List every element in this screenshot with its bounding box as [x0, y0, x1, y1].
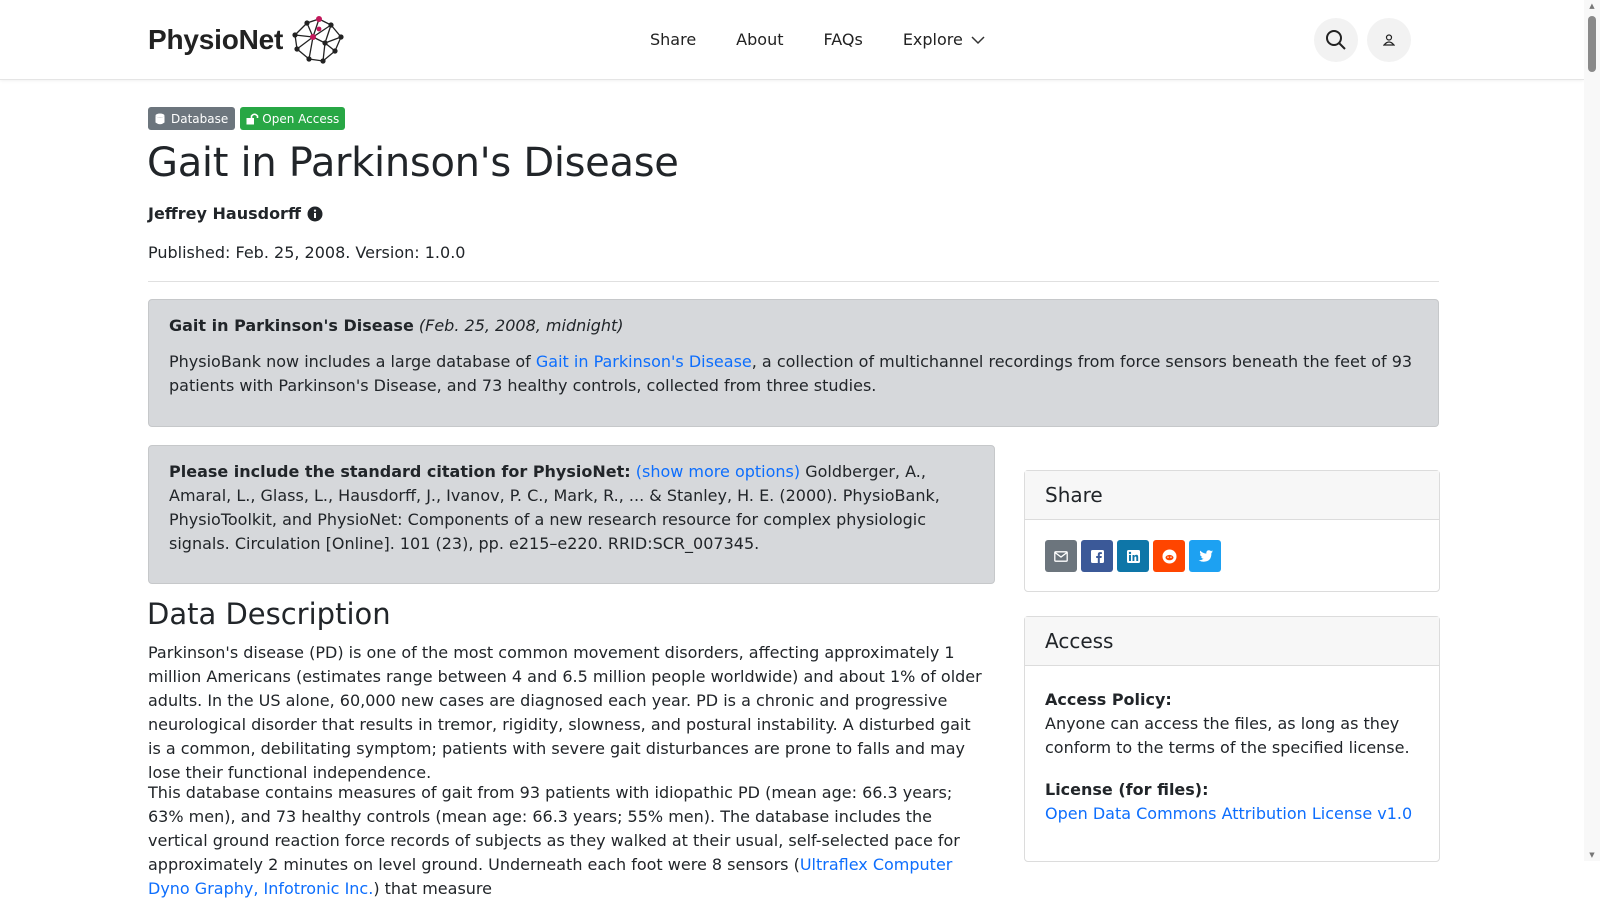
license-label: License (for files):	[1045, 780, 1209, 799]
share-buttons	[1025, 520, 1439, 592]
search-icon	[1325, 29, 1347, 51]
share-linkedin-button[interactable]	[1117, 540, 1149, 572]
account-button[interactable]	[1367, 18, 1411, 62]
database-badge-label: Database	[171, 111, 229, 126]
announcement-text-before: PhysioBank now includes a large database of	[169, 352, 536, 371]
unlock-icon	[246, 113, 259, 125]
twitter-icon	[1198, 550, 1213, 562]
scroll-down-arrow-icon[interactable]: ▼	[1589, 851, 1595, 859]
share-card	[1024, 470, 1440, 592]
nav-explore-label: Explore	[902, 30, 963, 49]
facebook-icon	[1091, 550, 1104, 563]
author-name[interactable]: Jeffrey Hausdorff	[148, 204, 301, 223]
share-email-button[interactable]	[1045, 540, 1077, 572]
description-p2-text-after: ) that measure	[373, 879, 492, 898]
reddit-icon	[1162, 549, 1177, 564]
share-reddit-button[interactable]	[1153, 540, 1185, 572]
news-announcement	[148, 299, 1439, 427]
announcement-link[interactable]: Gait in Parkinson's Disease	[535, 352, 752, 371]
database-badge	[148, 107, 235, 130]
database-icon	[155, 113, 165, 125]
access-policy-label: Access Policy:	[1045, 690, 1172, 709]
announcement-date: (Feb. 25, 2008, midnight)	[418, 316, 624, 335]
scroll-up-arrow-icon[interactable]: ▲	[1589, 2, 1595, 10]
nav-about[interactable]: About	[736, 30, 784, 49]
user-icon	[1383, 34, 1395, 46]
header-divider	[148, 281, 1439, 282]
info-circle-icon[interactable]	[307, 206, 323, 222]
access-card-heading: Access	[1025, 617, 1439, 666]
access-card-body	[1025, 666, 1439, 848]
citation-box	[148, 445, 995, 584]
announcement-text-after: , a collection of multichannel recordings from force sensors beneath the feet of 93 patients with Parkinson's Disease, and 73 healthy controls, collected from three studies.	[169, 352, 1413, 395]
open-access-badge-label: Open Access	[262, 111, 340, 126]
description-paragraph-2	[148, 781, 988, 901]
access-card	[1024, 616, 1440, 862]
brand-name: PhysioNet	[148, 24, 284, 55]
data-description-heading: Data Description	[147, 597, 391, 631]
search-button[interactable]	[1314, 18, 1358, 62]
announcement-title: Gait in Parkinson's Disease	[169, 316, 414, 335]
ultraflex-link[interactable]: Ultraflex Computer Dyno Graphy, Infotronic Inc.	[148, 855, 953, 898]
access-policy-text: Anyone can access the files, as long as they conform to the terms of the specified license.	[1045, 714, 1410, 757]
main-nav	[650, 28, 1025, 52]
project-badges	[148, 107, 345, 130]
physionet-logo-link[interactable]	[148, 14, 347, 66]
show-more-options-link[interactable]: (show more options)	[635, 462, 801, 481]
announcement-body	[169, 350, 1418, 398]
nav-faqs[interactable]: FAQs	[823, 30, 863, 49]
nav-explore[interactable]	[903, 28, 985, 52]
network-logo-icon	[289, 15, 347, 65]
nav-share[interactable]: Share	[650, 30, 697, 49]
linkedin-icon	[1127, 550, 1140, 563]
citation-label: Please include the standard citation for PhysioNet:	[169, 462, 631, 481]
author-line	[148, 204, 323, 223]
license-link[interactable]: Open Data Commons Attribution License v1.0	[1045, 804, 1413, 823]
open-access-badge	[240, 107, 345, 130]
description-paragraph-1: Parkinson's disease (PD) is one of the most common movement disorders, affecting approximately 1 million Americans (estimates range between 4 and 6.5 million people worldwide) and about 1% of older adults. In the US alone, 60,000 new cases are diagnosed each year. PD is a chronic and progressive neurological disorder that results in tremor, rigidity, slowness, and postural instability. A disturbed gait is a common, debilitating symptom; patients with severe gait disturbances are prone to falls and may lose their functional independence.	[148, 643, 982, 782]
citation-text: Goldberger, A., Amaral, L., Glass, L., Hausdorff, J., Ivanov, P. C., Mark, R., ... & Stanley, H. E. (2000). PhysioBank, PhysioToolkit, and PhysioNet: Components of a new research resource for complex physiologic signals. Circulation [Online]. 101 (23), pp. e215–e220. RRID:SCR_007345.	[169, 462, 940, 553]
share-twitter-button[interactable]	[1189, 540, 1221, 572]
page-scrollbar[interactable]	[1584, 0, 1600, 861]
page-title: Gait in Parkinson's Disease	[147, 140, 679, 186]
top-navbar	[0, 0, 1584, 80]
published-version: Published: Feb. 25, 2008. Version: 1.0.0	[148, 243, 466, 262]
announcement-heading	[169, 312, 1418, 340]
chevron-down-icon	[971, 33, 985, 47]
citation-content	[169, 460, 974, 556]
description-p2-text-before: This database contains measures of gait from 93 patients with idiopathic PD (mean age: 66.3 years; 63% men), and 73 healthy controls (mean age: 66.3 years; 55% men). The database includes the vertical ground reaction force records of subjects as they walked at their usual, self-selected pace for approximately 2 minutes on level ground. Underneath each foot were 8 sensors (	[148, 783, 960, 874]
envelope-icon	[1054, 551, 1068, 562]
scrollbar-thumb[interactable]	[1588, 16, 1596, 72]
share-facebook-button[interactable]	[1081, 540, 1113, 572]
share-card-heading: Share	[1025, 471, 1439, 520]
